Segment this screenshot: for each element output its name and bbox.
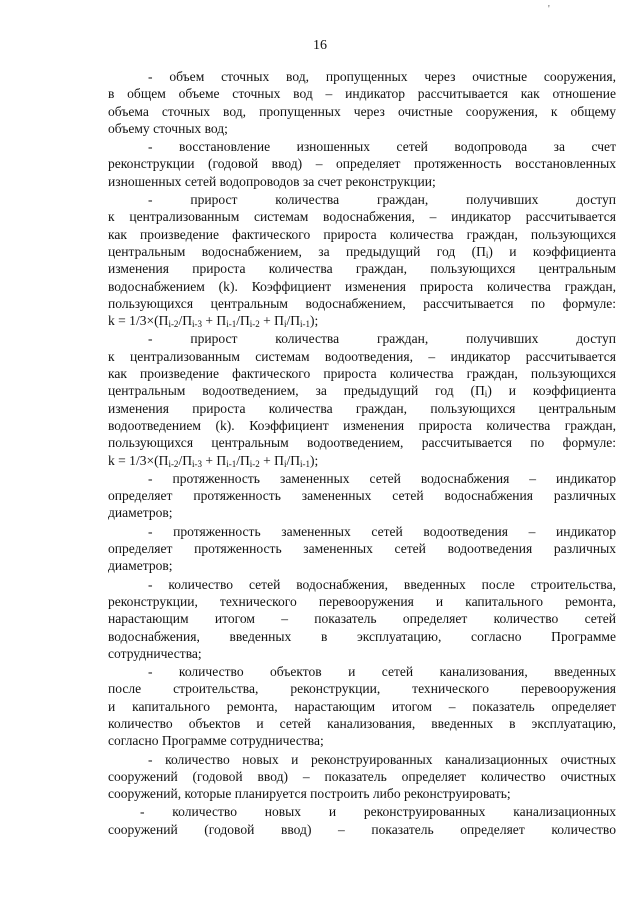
paragraph-sewerage-facilities bbox=[108, 803, 616, 838]
text-line: - количество сетей водоснабжения, введенных после строительства, bbox=[148, 576, 616, 592]
paragraph-replaced-water-networks bbox=[108, 470, 616, 522]
text-line: объема сточных вод, пропущенных через очистные сооружения, к общему bbox=[108, 103, 616, 119]
text-line: к централизованным системам водоотведения, – индикатор рассчитывается bbox=[108, 348, 616, 364]
text-line: водоснабжением (k). Коэффициент изменения прироста количества граждан, bbox=[108, 278, 616, 294]
paragraph-water-network-restoration bbox=[108, 138, 616, 190]
text-line: реконструкции, технического перевооружения и капитального ремонта, bbox=[108, 593, 616, 609]
document-body bbox=[108, 68, 616, 839]
text-line: - протяженность замененных сетей водоснабжения – индикатор bbox=[148, 470, 616, 486]
text-line: как произведение фактического прироста количества граждан, пользующихся bbox=[108, 366, 616, 382]
text-line: - количество объектов и сетей канализования, введенных bbox=[148, 664, 616, 680]
text-line: - восстановление изношенных сетей водопровода за счет bbox=[148, 139, 616, 155]
paragraph-sewerage-objects-commissioned bbox=[108, 663, 616, 749]
paragraph-wastewater-treated bbox=[108, 68, 616, 137]
text-line: центральным водоотведением, за предыдущий год $(П_i)$ и коэффициента bbox=[108, 383, 616, 400]
text-line: изменения прироста количества граждан, пользующихся центральным bbox=[108, 400, 616, 416]
text-line: сотрудничества; bbox=[108, 645, 202, 661]
text-line: - прирост количества граждан, получивших доступ bbox=[148, 331, 616, 347]
text-line: к централизованным системам водоснабжения, – индикатор рассчитывается bbox=[108, 209, 616, 225]
text-line: водоснабжения, введенных в эксплуатацию, согласно Программе bbox=[108, 628, 616, 644]
corner-mark: ' bbox=[548, 4, 550, 15]
text-line: как произведение фактического прироста количества граждан, пользующихся bbox=[108, 226, 616, 242]
text-line: согласно Программе сотрудничества; bbox=[108, 733, 324, 749]
paragraph-water-supply-access-growth bbox=[108, 191, 616, 329]
text-line: сооружений (годовой ввод) – показатель определяет количество bbox=[108, 821, 616, 837]
paragraph-water-networks-commissioned bbox=[108, 576, 616, 662]
text-line: реконструкции (годовой ввод) – определяет протяженность восстановленных bbox=[108, 156, 616, 172]
paragraph-treatment-facilities bbox=[108, 751, 616, 803]
text-line: диаметров; bbox=[108, 505, 173, 521]
text-line: количество объектов и сетей канализования, введенных в эксплуатацию, bbox=[108, 715, 616, 731]
text-line: нарастающим итогом – показатель определяет количество сетей bbox=[108, 611, 616, 627]
text-line: изменения прироста количества граждан, пользующихся центральным bbox=[108, 261, 616, 277]
text-line: центральным водоснабжением, за предыдущий год $(П_i)$ и коэффициента bbox=[108, 243, 616, 260]
text-line: определяет протяженность замененных сетей водоснабжения различных bbox=[108, 488, 616, 504]
text-line: пользующихся центральным водоотведением, рассчитывается по формуле: bbox=[108, 435, 616, 451]
text-line: изношенных сетей водопроводов за счет реконструкции; bbox=[108, 173, 436, 189]
text-line: сооружений (годовой ввод) – показатель определяет количество очистных bbox=[108, 768, 616, 784]
text-line: - прирост количества граждан, получивших доступ bbox=[148, 192, 616, 208]
text-line: - количество новых и реконструированных канализационных очистных bbox=[148, 751, 616, 767]
page-number: 16 bbox=[313, 38, 327, 53]
text-line: водоотведением (k). Коэффициент изменения прироста количества граждан, bbox=[108, 417, 616, 433]
text-line: - количество новых и реконструированных канализационных bbox=[140, 804, 616, 820]
text-line: и капитального ремонта, нарастающим итогом – показатель определяет bbox=[108, 698, 616, 714]
paragraph-replaced-sewer-networks bbox=[108, 523, 616, 575]
text-line: в общем объеме сточных вод – индикатор рассчитывается как отношение bbox=[108, 86, 616, 102]
text-line: диаметров; bbox=[108, 558, 173, 574]
text-line: определяет протяженность замененных сетей водоотведения различных bbox=[108, 541, 616, 557]
formula-line: $k = 1/3\times(П_{i-2}/П_{i-3} + П_{i-1}/П_{i-2} + П_i/П_{i-1})$; bbox=[108, 313, 319, 330]
text-line: - объем сточных вод, пропущенных через очистные сооружения, bbox=[148, 69, 616, 84]
text-line: пользующихся центральным водоснабжением, рассчитывается по формуле: bbox=[108, 295, 616, 311]
text-line: объему сточных вод; bbox=[108, 120, 228, 136]
text-line: после строительства, реконструкции, технического перевооружения bbox=[108, 681, 616, 697]
formula-line: $k = 1/3\times(П_{i-2}/П_{i-3} + П_{i-1}/П_{i-2} + П_i/П_{i-1})$; bbox=[108, 452, 319, 469]
text-line: - протяженность замененных сетей водоотведения – индикатор bbox=[148, 523, 616, 539]
paragraph-sewerage-access-growth bbox=[108, 330, 616, 468]
text-line: сооружений, которые планируется построить либо реконструировать; bbox=[108, 786, 511, 802]
